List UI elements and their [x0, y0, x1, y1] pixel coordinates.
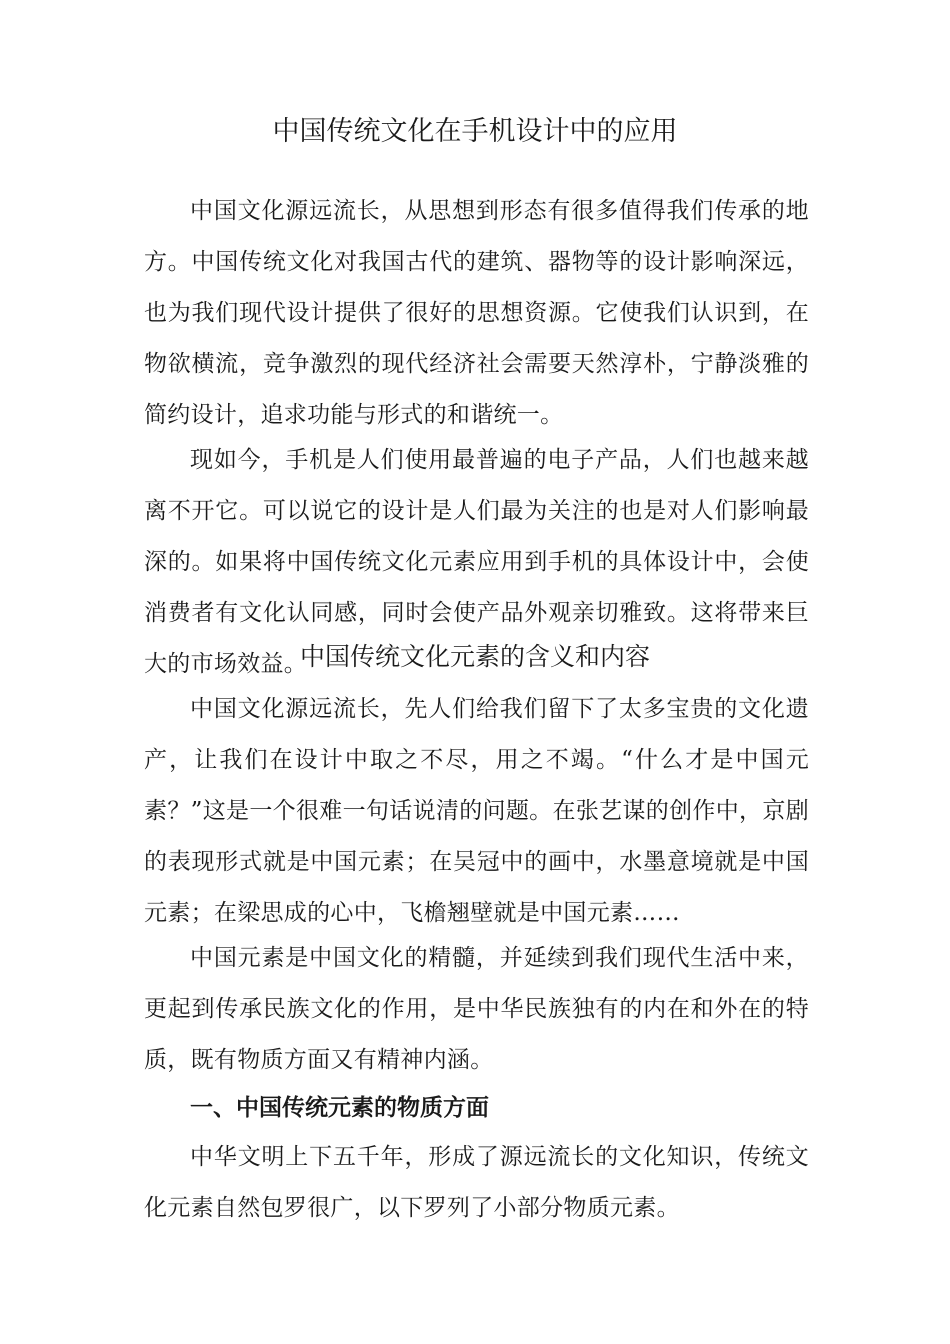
section-paragraph-1: 中国文化源远流长，先人们给我们留下了太多宝贵的文化遗产，让我们在设计中取之不尽，用之不竭。“什么才是中国元素？”这是一个很难一句话说清的问题。在张艺谋的创作中，京剧的表现形式就是中国元素；在吴冠中的画中，水墨意境就是中国元素；在梁思成的心中，飞檐翘壁就是中国元素…… — [144, 696, 809, 926]
intro-paragraph-1: 中国文化源远流长，从思想到形态有很多值得我们传承的地方。中国传统文化对我国古代的建筑、器物等的设计影响深远，也为我们现代设计提供了很好的思想资源。它使我们认识到，在物欲横流，竞争激烈的现代经济社会需要天然淳朴，宁静淡雅的简约设计，追求功能与形式的和谐统一。 — [144, 198, 809, 428]
section-heading: 中国传统文化元素的含义和内容 — [299, 642, 650, 671]
sub-heading: 一、中国传统元素的物质方面 — [190, 1094, 489, 1121]
section-paragraph-2: 中国元素是中国文化的精髓，并延续到我们现代生活中来，更起到传承民族文化的作用，是中华民族独有的内在和外在的特质，既有物质方面又有精神内涵。 — [144, 945, 809, 1073]
intro-paragraph-2: 现如今，手机是人们使用最普遍的电子产品，人们也越来越离不开它。可以说它的设计是人们最为关注的也是对人们影响最深的。如果将中国传统文化元素应用到手机的具体设计中，会使消费者有文化认同感，同时会使产品外观亲切雅致。这将带来巨大的市场效益。 — [144, 447, 809, 677]
sub-section-paragraph: 中华文明上下五千年，形成了源远流长的文化知识，传统文化元素自然包罗很广，以下罗列了小部分物质元素。 — [144, 1144, 809, 1221]
document-title: 中国传统文化在手机设计中的应用 — [272, 116, 678, 147]
